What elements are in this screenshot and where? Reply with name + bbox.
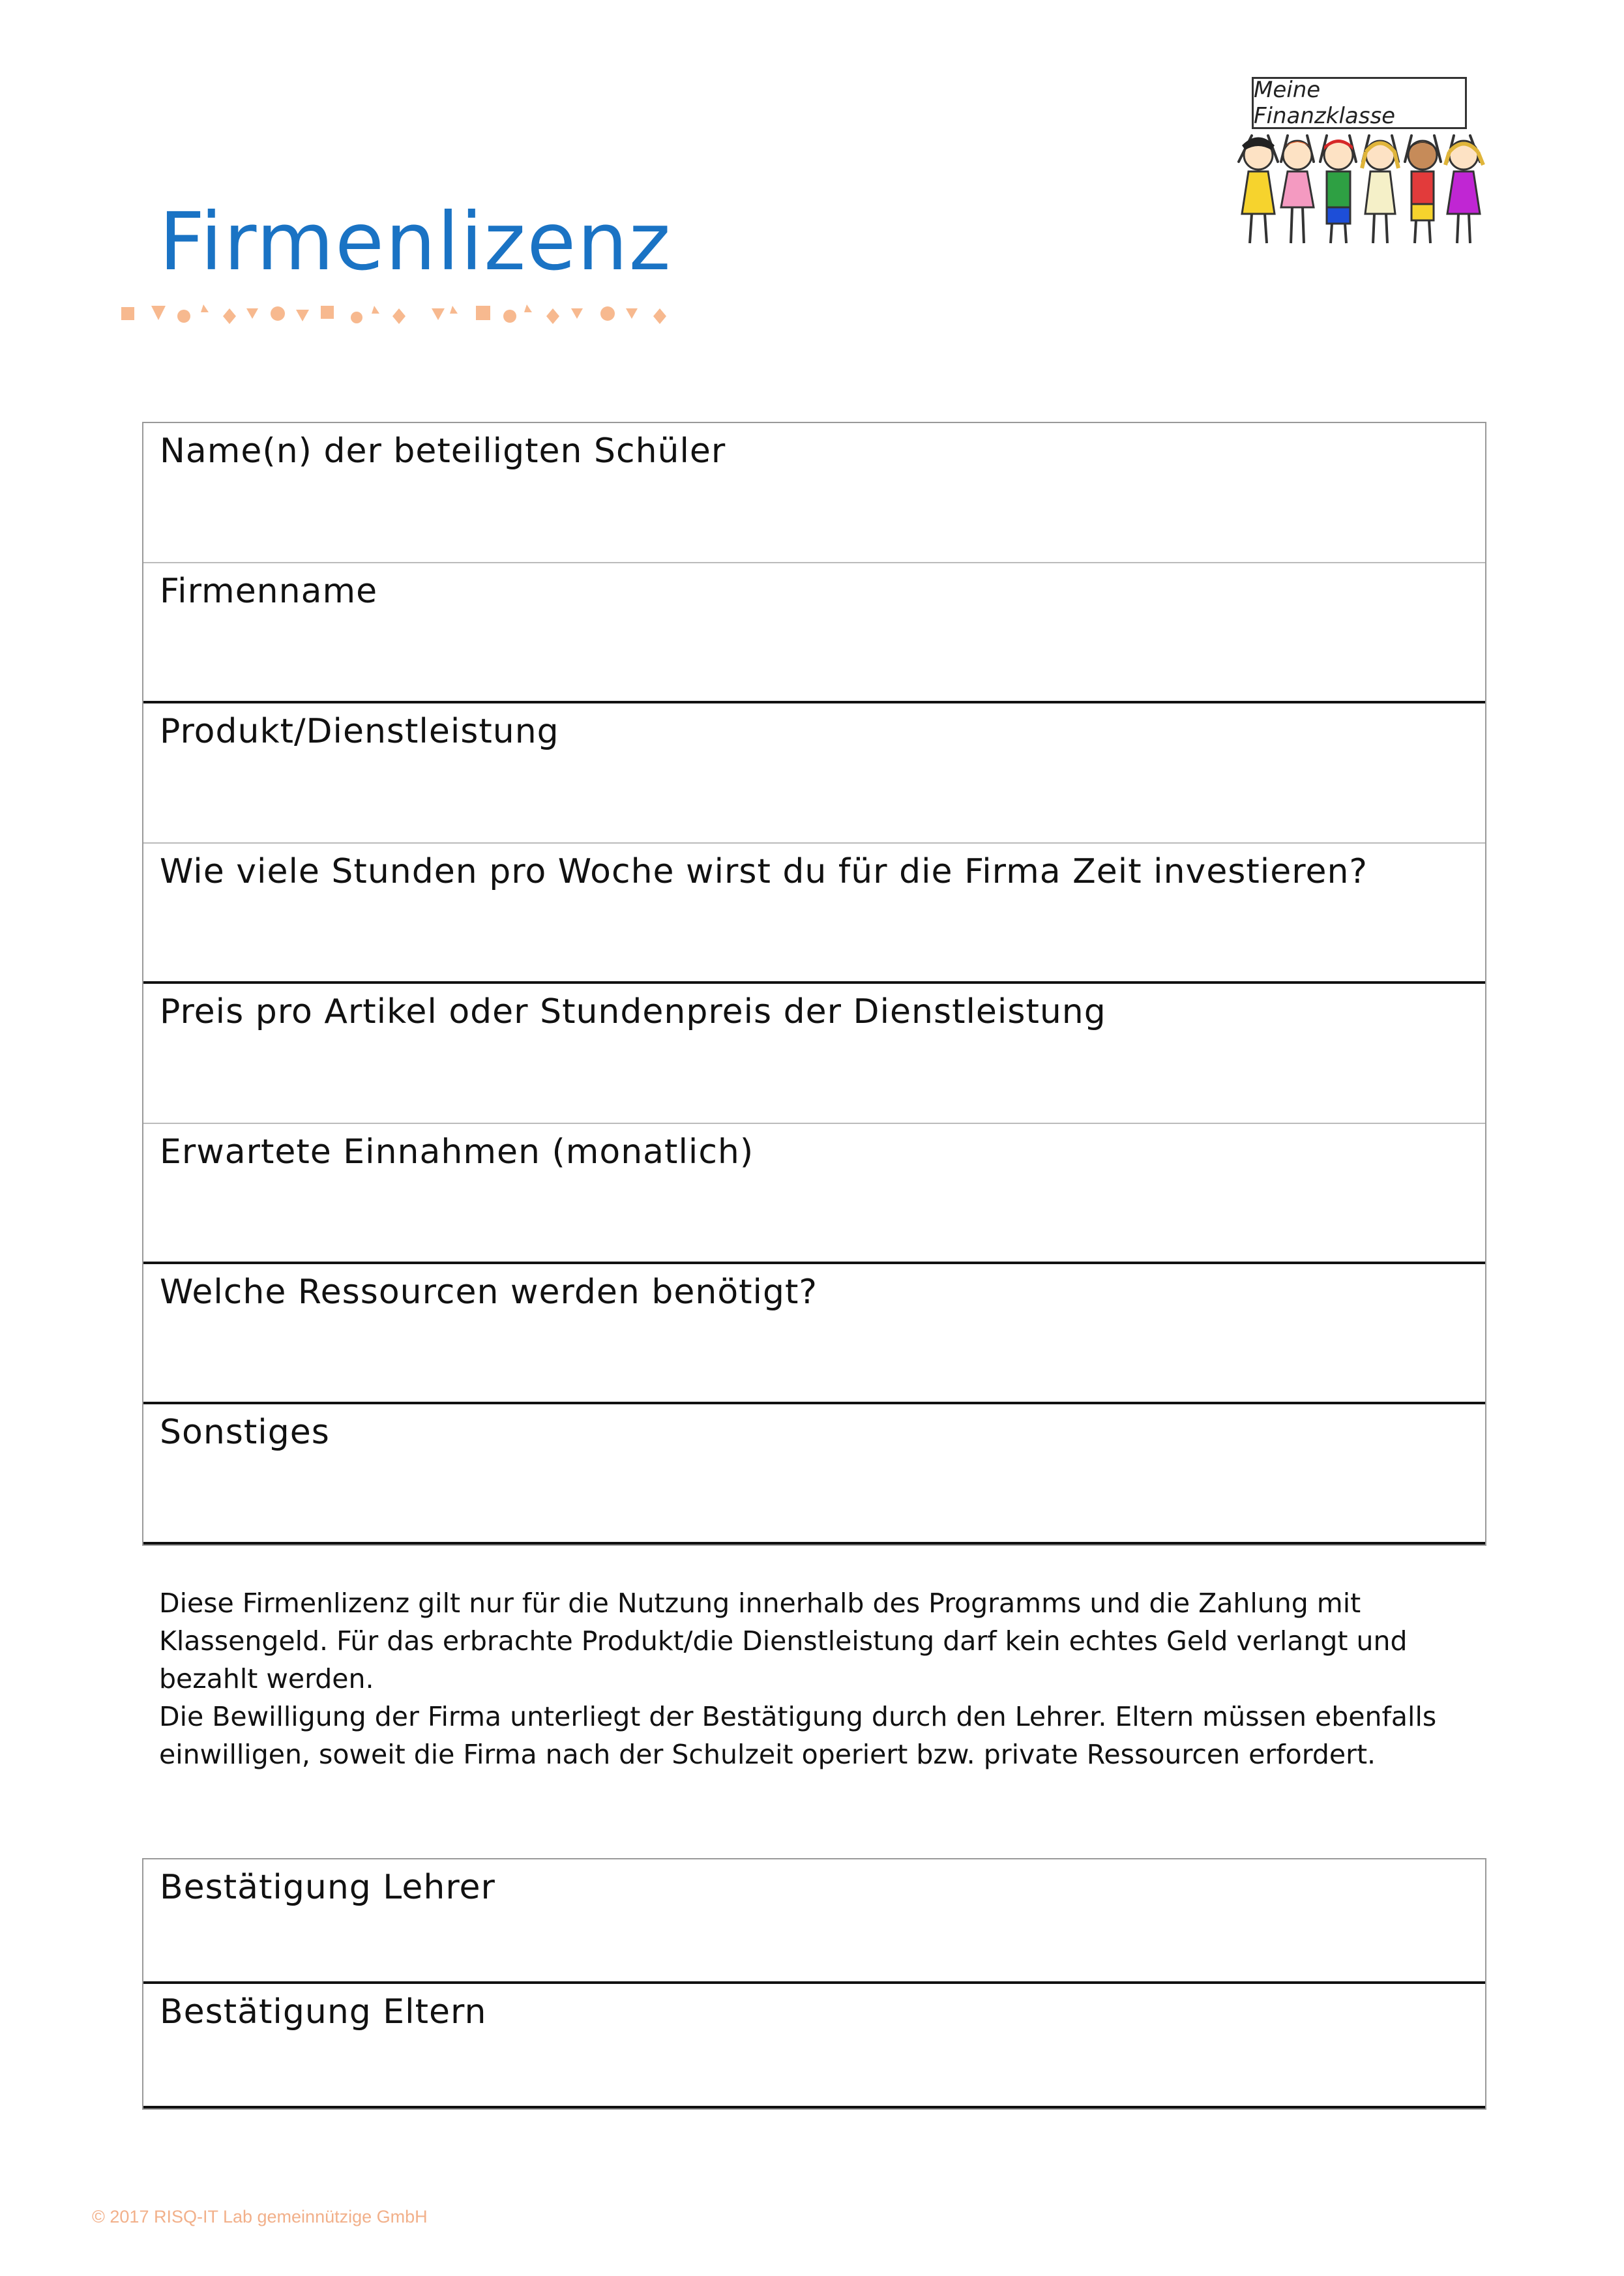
form-row-label: Name(n) der beteiligten Schüler — [160, 432, 726, 471]
notice-paragraph: Diese Firmenlizenz gilt nur für die Nutzung innerhalb des Programms und die Zahlung mit Klassengeld. Für das erbrachte Produkt/die Dienstleistung darf kein echtes Geld verlangt und bezahlt werden. — [159, 1588, 1408, 1694]
copyright-footer: © 2017 RISQ-IT Lab gemeinnützige GmbH — [92, 2207, 428, 2226]
form-row-company-name[interactable] — [143, 563, 1485, 703]
form-row-label: Bestätigung Eltern — [160, 1992, 487, 2032]
form-row-expected-income[interactable] — [143, 1124, 1485, 1264]
confirmation-form — [142, 1858, 1486, 2110]
page-title: Firmenlizenz — [159, 196, 672, 288]
decorative-shapes-border — [119, 297, 692, 333]
form-row-teacher-confirmation[interactable] — [143, 1859, 1485, 1984]
form-row-label: Preis pro Artikel oder Stundenpreis der Dienstleistung — [160, 992, 1106, 1031]
license-notice — [159, 1584, 1469, 1773]
form-row-label: Wie viele Stunden pro Woche wirst du für die Firma Zeit investieren? — [160, 852, 1368, 891]
form-row-resources[interactable] — [143, 1264, 1485, 1404]
form-row-label: Firmenname — [160, 572, 378, 611]
form-row-product-service[interactable] — [143, 703, 1485, 844]
form-row-label: Welche Ressourcen werden benötigt? — [160, 1273, 818, 1312]
form-row-hours-per-week[interactable] — [143, 844, 1485, 984]
form-row-student-names[interactable] — [143, 423, 1485, 563]
form-row-price[interactable] — [143, 984, 1485, 1124]
form-row-parent-confirmation[interactable] — [143, 1984, 1485, 2108]
form-row-other[interactable] — [143, 1404, 1485, 1544]
form-row-label: Bestätigung Lehrer — [160, 1868, 495, 1907]
form-row-label: Erwartete Einnahmen (monatlich) — [160, 1132, 754, 1172]
form-row-label: Produkt/Dienstleistung — [160, 712, 559, 751]
children-illustration-icon — [1203, 116, 1529, 250]
form-row-label: Sonstiges — [160, 1413, 330, 1452]
company-license-form — [142, 422, 1486, 1546]
logo-sign: Meine Finanzklasse — [1252, 77, 1467, 129]
notice-paragraph: Die Bewilligung der Firma unterliegt der Bestätigung durch den Lehrer. Eltern müssen ebenfalls einwilligen, soweit die Firma nach der Schulzeit operiert bzw. private Ressourcen erfordert. — [159, 1701, 1437, 1770]
logo-meine-finanzklasse — [1203, 77, 1529, 248]
